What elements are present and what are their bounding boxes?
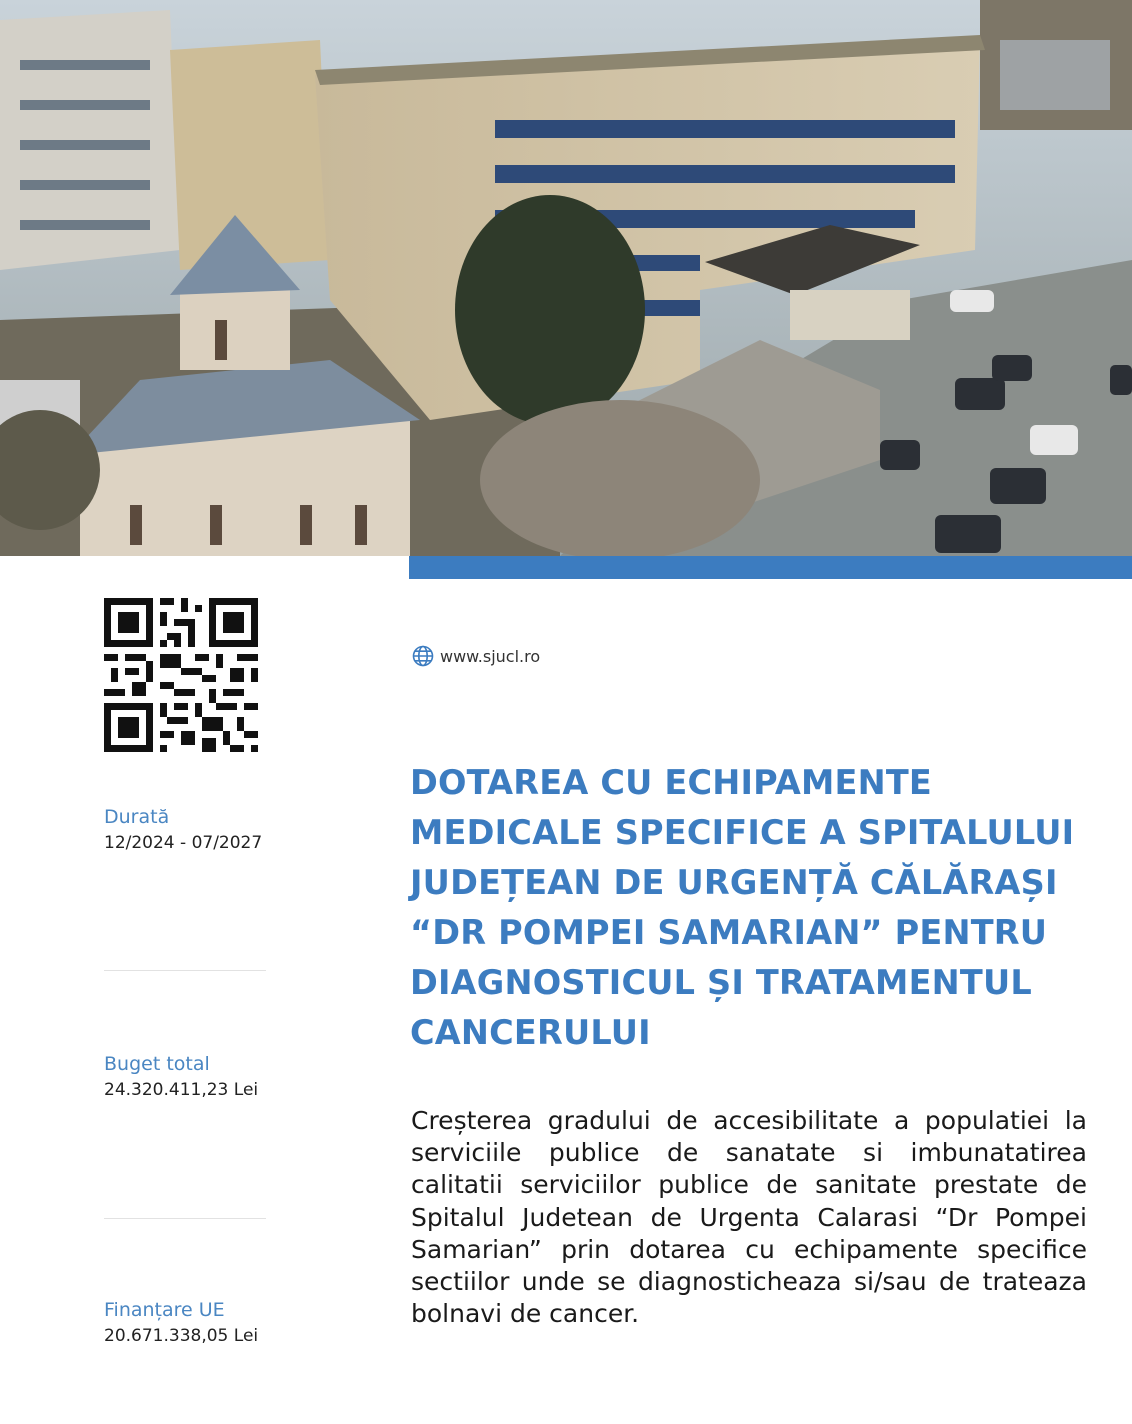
qr-code[interactable]	[104, 598, 258, 752]
qr-code-graphic	[104, 598, 258, 752]
globe-icon	[412, 645, 434, 667]
title-line: JUDEȚEAN DE URGENȚĂ CĂLĂRAȘI	[410, 863, 1058, 902]
title-line: “DR POMPEI SAMARIAN” PENTRU	[410, 913, 1048, 952]
duration-value: 12/2024 - 07/2027	[104, 833, 263, 853]
title-line: MEDICALE SPECIFICE A SPITALULUI	[410, 813, 1075, 852]
project-description: Creșterea gradului de accesibilitate a populatiei la serviciile publice de sanatate si imbunatatirea calitatii serviciilor publice de sanitate prestate de Spitalul Judetean de Urgenta Calarasi “Dr Pompei Samarian” prin dotarea cu echipamente specifice sectiilor unde se diagnosticheaza si/sau de trateaza bolnavi de cancer.	[411, 1106, 1087, 1329]
project-title	[410, 758, 1110, 1058]
hero-photo	[0, 0, 1132, 556]
website-link[interactable]	[412, 645, 540, 667]
accent-bar	[409, 556, 1132, 579]
title-line: CANCERULUI	[410, 1013, 651, 1052]
duration-label: Durată	[104, 806, 170, 828]
eu-funding-label: Finanțare UE	[104, 1299, 225, 1321]
title-line: DOTAREA CU ECHIPAMENTE	[410, 763, 932, 802]
divider	[104, 1218, 266, 1219]
divider	[104, 970, 266, 971]
eu-funding-value: 20.671.338,05 Lei	[104, 1326, 259, 1346]
aerial-hospital-building-photo	[0, 0, 1132, 556]
budget-label: Buget total	[104, 1053, 210, 1075]
budget-value: 24.320.411,23 Lei	[104, 1080, 259, 1100]
website-text: www.sjucl.ro	[440, 646, 541, 666]
title-line: DIAGNOSTICUL ȘI TRATAMENTUL	[410, 963, 1032, 1002]
